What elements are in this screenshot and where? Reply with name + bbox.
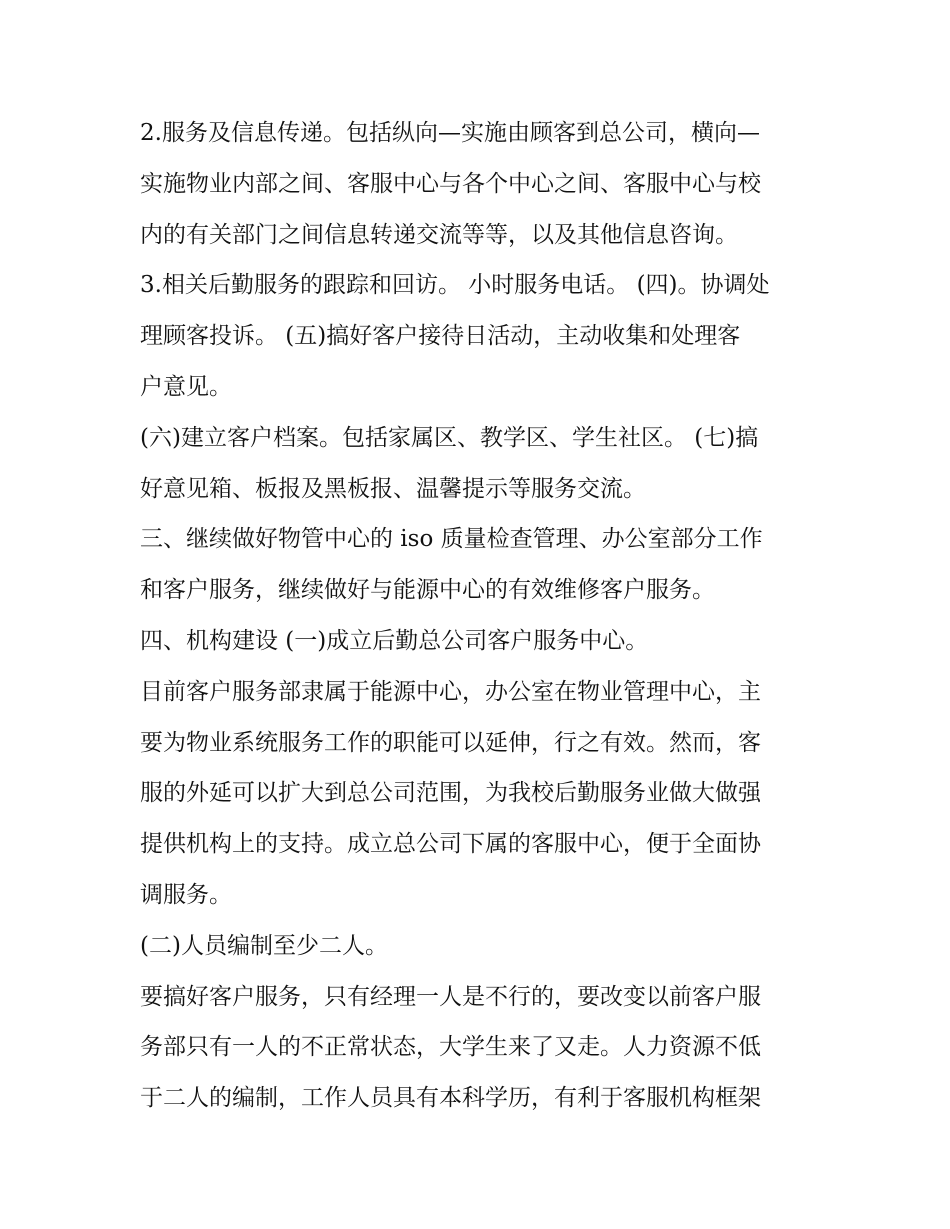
text-line: 调服务。	[140, 881, 232, 908]
text-line: 要为物业系统服务工作的职能可以延伸，行之有效。然而，客	[140, 729, 761, 756]
text-line: 实施物业内部之间、客服中心与各个中心之间、客服中心与校	[140, 170, 761, 197]
text-line: 服的外延可以扩大到总公司范围，为我校后勤服务业做大做强	[140, 780, 761, 807]
text-line: (二)人员编制至少二人。	[140, 932, 388, 959]
text-line: 四、机构建设 (一)成立后勤总公司客户服务中心。	[140, 627, 649, 654]
text-line: 户意见。	[140, 373, 232, 400]
text-line: 三、继续做好物管中心的 iso 质量检查管理、办公室部分工作	[140, 526, 763, 553]
text-line: 3.相关后勤服务的跟踪和回访。 小时服务电话。 (四)。协调处	[140, 272, 770, 299]
text-line: 内的有关部门之间信息转递交流等等，以及其他信息咨询。	[140, 221, 738, 248]
text-line: 理顾客投诉。 (五)搞好客户接待日活动，主动收集和处理客	[140, 323, 741, 350]
text-line: 务部只有一人的不正常状态，大学生来了又走。人力资源不低	[140, 1034, 761, 1061]
text-line: 好意见箱、板报及黑板报、温馨提示等服务交流。	[140, 475, 646, 502]
text-line: 提供机构上的支持。成立总公司下属的客服中心，便于全面协	[140, 831, 761, 858]
document-body	[140, 108, 830, 1124]
text-line: 要搞好客户服务，只有经理一人是不行的，要改变以前客户服	[140, 983, 761, 1010]
text-line: (六)建立客户档案。包括家属区、教学区、学生社区。 (七)搞	[140, 424, 759, 451]
text-line: 目前客户服务部隶属于能源中心，办公室在物业管理中心，主	[140, 678, 761, 705]
text-line: 于二人的编制，工作人员具有本科学历，有利于客服机构框架	[140, 1085, 761, 1112]
text-line: 和客户服务，继续做好与能源中心的有效维修客户服务。	[140, 577, 715, 604]
text-line: 2.服务及信息传递。包括纵向—实施由顾客到总公司，横向—	[140, 120, 760, 146]
